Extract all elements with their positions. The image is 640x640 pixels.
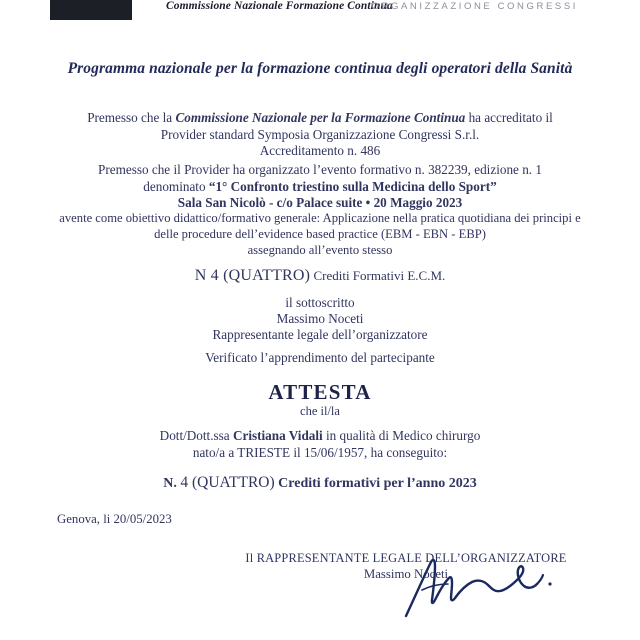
attesta-block bbox=[0, 381, 640, 419]
evento-title: “1° Confronto triestino sulla Medicina dello Sport” bbox=[208, 178, 497, 194]
partecipante-block bbox=[0, 428, 640, 461]
partecipante-name: Cristiana Vidali bbox=[232, 428, 323, 443]
attesta-subtext: che il/la bbox=[300, 404, 340, 418]
place-and-date: Genova, li 20/05/2023 bbox=[57, 512, 172, 526]
premessa-provider-block bbox=[0, 110, 640, 160]
partecipante-line-1 bbox=[0, 428, 640, 445]
attesta-heading: ATTESTA bbox=[268, 380, 372, 404]
organizzazione-congressi-label: ORGANIZZAZIONE CONGRESSI bbox=[371, 1, 578, 12]
crediti-anno-suffix: Crediti formativi per l’anno 2023 bbox=[274, 476, 477, 491]
premessa-text-before: Premesso che la bbox=[87, 110, 176, 125]
crediti-ecm-amount: N 4 (QUATTRO) bbox=[194, 267, 311, 284]
evento-number-line: Premesso che il Provider ha organizzato l’evento formativo n. 382239, edizione n. 1 bbox=[98, 162, 542, 177]
crediti-anno-block bbox=[0, 475, 640, 493]
premessa-line-1 bbox=[0, 110, 640, 127]
denominato-prefix: denominato bbox=[143, 178, 209, 194]
signature-role: Il RAPPRESENTANTE LEGALE DELL’ORGANIZZATORE bbox=[245, 551, 567, 565]
crediti-ecm-block bbox=[0, 268, 640, 285]
verificato-apprendimento-line: Verificato l’apprendimento del partecipante bbox=[205, 350, 435, 365]
premessa-evento-block bbox=[0, 162, 640, 212]
obiettivo-line-3: assegnando all’evento stesso bbox=[247, 243, 393, 257]
document-header bbox=[0, 0, 640, 24]
crediti-anno-line bbox=[0, 475, 640, 493]
provider-name-line: Provider standard Symposia Organizzazione Congressi S.r.l. bbox=[160, 126, 480, 142]
crediti-anno-paren: (QUATTRO) bbox=[188, 474, 275, 491]
obiettivo-formativo-block bbox=[0, 210, 640, 258]
signature-block bbox=[236, 551, 576, 582]
accreditamento-line: Accreditamento n. 486 bbox=[259, 143, 381, 158]
sottoscritto-line: il sottoscritto bbox=[285, 295, 355, 310]
crediti-ecm-line bbox=[0, 268, 640, 285]
dott-prefix: Dott/Dott.ssa bbox=[159, 428, 233, 443]
sottoscritto-name: Massimo Noceti bbox=[276, 311, 364, 326]
partecipante-birth-line: nato/a a TRIESTE il 15/06/1957, ha conseguito: bbox=[192, 444, 448, 460]
commissione-logo-photo-icon bbox=[50, 0, 132, 20]
obiettivo-line-2: delle procedure dell’evidence based practice (EBM - EBN - EBP) bbox=[154, 227, 486, 241]
commissione-nazionale-emphasis: Commissione Nazionale per la Formazione Continua bbox=[175, 110, 466, 125]
premessa-text-after: ha accreditato il bbox=[465, 110, 553, 125]
crediti-anno-prefix: N. bbox=[163, 476, 181, 491]
signature-name: Massimo Noceti bbox=[363, 567, 449, 581]
obiettivo-line-1: avente come obiettivo didattico/formativo generale: Applicazione nella pratica quotidiana dei principi e bbox=[59, 211, 581, 225]
crediti-ecm-label: Crediti Formativi E.C.M. bbox=[310, 268, 446, 283]
evento-venue-date: Sala San Nicolò - c/o Palace suite • 20 Maggio 2023 bbox=[177, 195, 463, 210]
evento-title-line bbox=[0, 179, 640, 196]
page-title: Programma nazionale per la formazione continua degli operatori della Sanità bbox=[67, 60, 573, 77]
crediti-anno-number: 4 bbox=[180, 474, 189, 491]
partecipante-qualifica: in qualità di Medico chirurgo bbox=[322, 428, 481, 443]
logo-caption: Commissione Nazionale Formazione Continua bbox=[166, 0, 393, 12]
sottoscritto-role: Rappresentante legale dell’organizzatore bbox=[212, 327, 428, 342]
sottoscritto-block bbox=[0, 295, 640, 343]
